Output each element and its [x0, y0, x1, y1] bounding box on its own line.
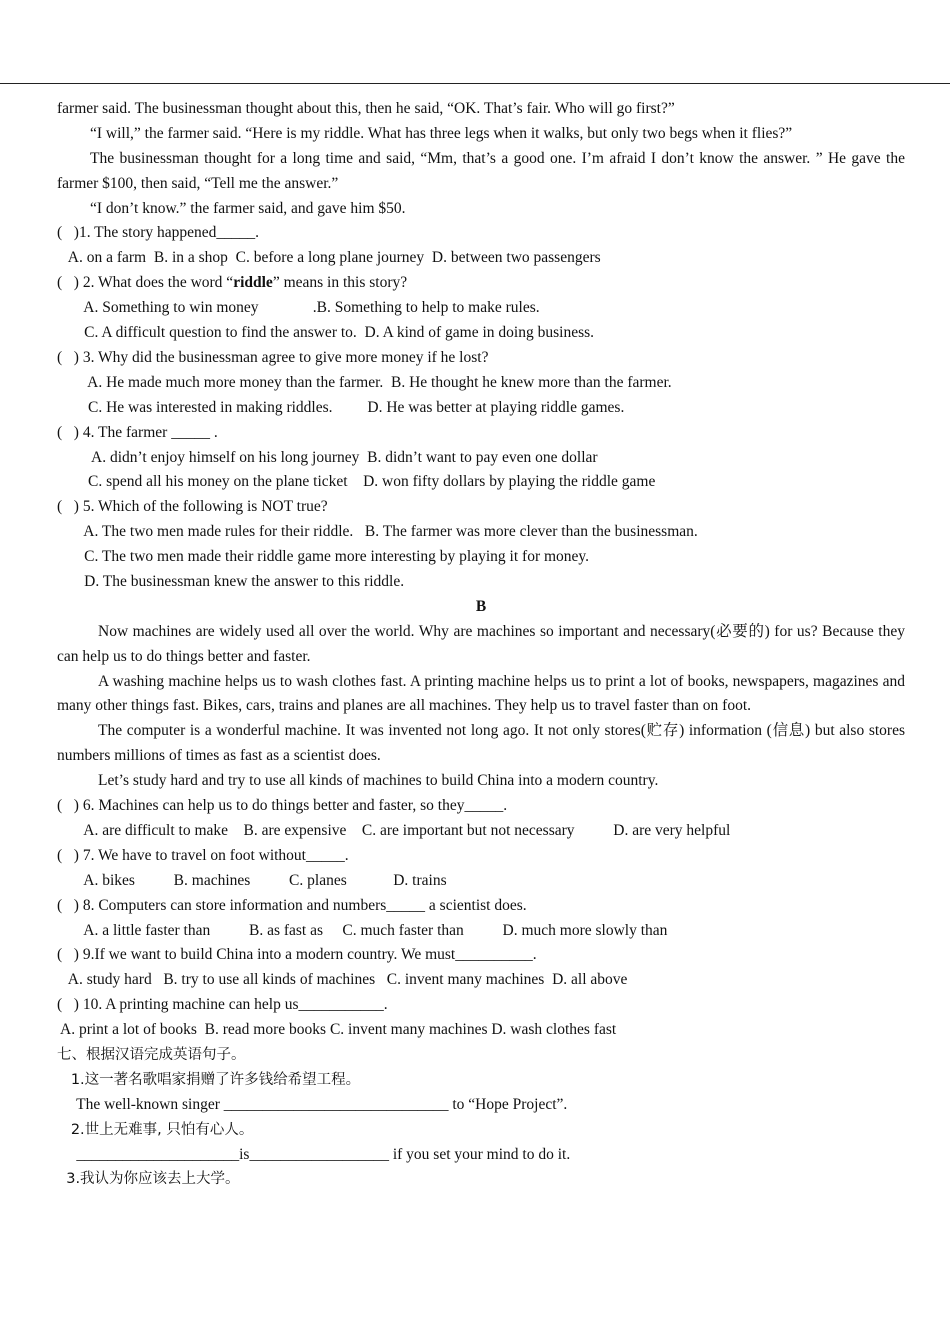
question-7-stem: ( ) 7. We have to travel on foot without_____. — [57, 846, 349, 864]
question-4-options-ab: A. didn’t enjoy himself on his long journey B. didn’t want to pay even one dollar — [57, 448, 598, 466]
section-7-heading: 七、根据汉语完成英语句子。 — [57, 1046, 246, 1063]
passage-a-para-3: The businessman thought for a long time and said, “Mm, that’s a good one. I’m afraid I don’t know the answer. ” He gave the farmer $100, then said, “Tell me the answer.” — [57, 149, 905, 192]
question-5-option-ab: A. The two men made rules for their riddle. B. The farmer was more clever than the businessman. — [57, 523, 698, 541]
question-9-stem: ( ) 9.If we want to build China into a modern country. We must__________. — [57, 946, 537, 964]
worksheet-page — [57, 97, 905, 1192]
question-2-stem — [57, 271, 905, 296]
translation-2-chinese: 2.世上无难事, 只怕有心人。 — [57, 1121, 254, 1138]
question-3-stem: ( ) 3. Why did the businessman agree to give more money if he lost? — [57, 348, 489, 366]
question-7-options: A. bikes B. machines C. planes D. trains — [57, 871, 447, 889]
question-2-stem-after: ” means in this story? — [272, 274, 408, 292]
passage-a-line-1: farmer said. The businessman thought about this, then he said, “OK. That’s fair. Who will go first?” — [57, 100, 675, 117]
question-3-options-cd: C. He was interested in making riddles. D. He was better at playing riddle games. — [57, 398, 625, 416]
question-10-options: A. print a lot of books B. read more books C. invent many machines D. wash clothes fast — [57, 1021, 617, 1039]
translation-3-chinese: 3.我认为你应该去上大学。 — [57, 1171, 240, 1188]
question-1-stem: ( )1. The story happened_____. — [57, 224, 260, 242]
question-5-option-d: D. The businessman knew the answer to this riddle. — [57, 572, 405, 590]
question-6-stem: ( ) 6. Machines can help us to do things better and faster, so they_____. — [57, 797, 508, 815]
translation-2-english: _____________________is__________________ if you set your mind to do it. — [57, 1145, 571, 1163]
question-2-options-cd: C. A difficult question to find the answer to. D. A kind of game in doing business. — [57, 324, 595, 342]
question-2-stem-before: ( ) 2. What does the word “ — [57, 274, 234, 292]
section-b-para-3: The computer is a wonderful machine. It was invented not long ago. It not only stores(贮存) information (信息) but also stores numbers millions of times as fast as a scientist does. — [57, 722, 905, 765]
question-4-options-cd: C. spend all his money on the plane ticket D. won fifty dollars by playing the riddle game — [57, 473, 656, 491]
header-rule — [0, 83, 950, 84]
question-8-options: A. a little faster than B. as fast as C. much faster than D. much more slowly than — [57, 921, 668, 939]
question-9-options: A. study hard B. try to use all kinds of machines C. invent many machines D. all above — [57, 971, 628, 989]
question-6-options: A. are difficult to make B. are expensive C. are important but not necessary D. are very helpful — [57, 821, 731, 839]
section-b-para-1: Now machines are widely used all over the world. Why are machines so important and necessary(必要的) for us? Because they can help us to do things better and faster. — [57, 622, 905, 665]
question-3-options-ab: A. He made much more money than the farmer. B. He thought he knew more than the farmer. — [57, 373, 672, 391]
passage-a-line-2: “I will,” the farmer said. “Here is my riddle. What has three legs when it walks, but only two begs when it flies?” — [90, 124, 793, 142]
riddle-keyword: riddle — [233, 274, 273, 292]
question-4-stem: ( ) 4. The farmer _____ . — [57, 423, 218, 441]
section-b-title: B — [475, 597, 487, 615]
question-10-stem: ( ) 10. A printing machine can help us___________. — [57, 996, 388, 1014]
question-5-option-c: C. The two men made their riddle game more interesting by playing it for money. — [57, 548, 590, 566]
question-5-stem: ( ) 5. Which of the following is NOT true? — [57, 498, 328, 516]
section-b-para-2: A washing machine helps us to wash clothes fast. A printing machine helps us to print a lot of books, newspapers, magazines and many other things fast. Bikes, cars, trains and planes are all machines. They help us to travel faster than on foot. — [57, 672, 905, 715]
question-8-stem: ( ) 8. Computers can store information and numbers_____ a scientist does. — [57, 896, 527, 914]
section-b-para-4: Let’s study hard and try to use all kinds of machines to build China into a modern country. — [98, 772, 659, 790]
translation-1-english: The well-known singer _____________________________ to “Hope Project”. — [57, 1095, 568, 1113]
translation-1-chinese: 1.这一著名歌唱家捐赠了许多钱给希望工程。 — [57, 1071, 361, 1088]
question-1-options: A. on a farm B. in a shop C. before a long plane journey D. between two passengers — [57, 249, 601, 267]
question-2-options-ab: A. Something to win money .B. Something to help to make rules. — [57, 299, 540, 317]
passage-a-line-4: “I don’t know.” the farmer said, and gave him $50. — [90, 199, 406, 217]
